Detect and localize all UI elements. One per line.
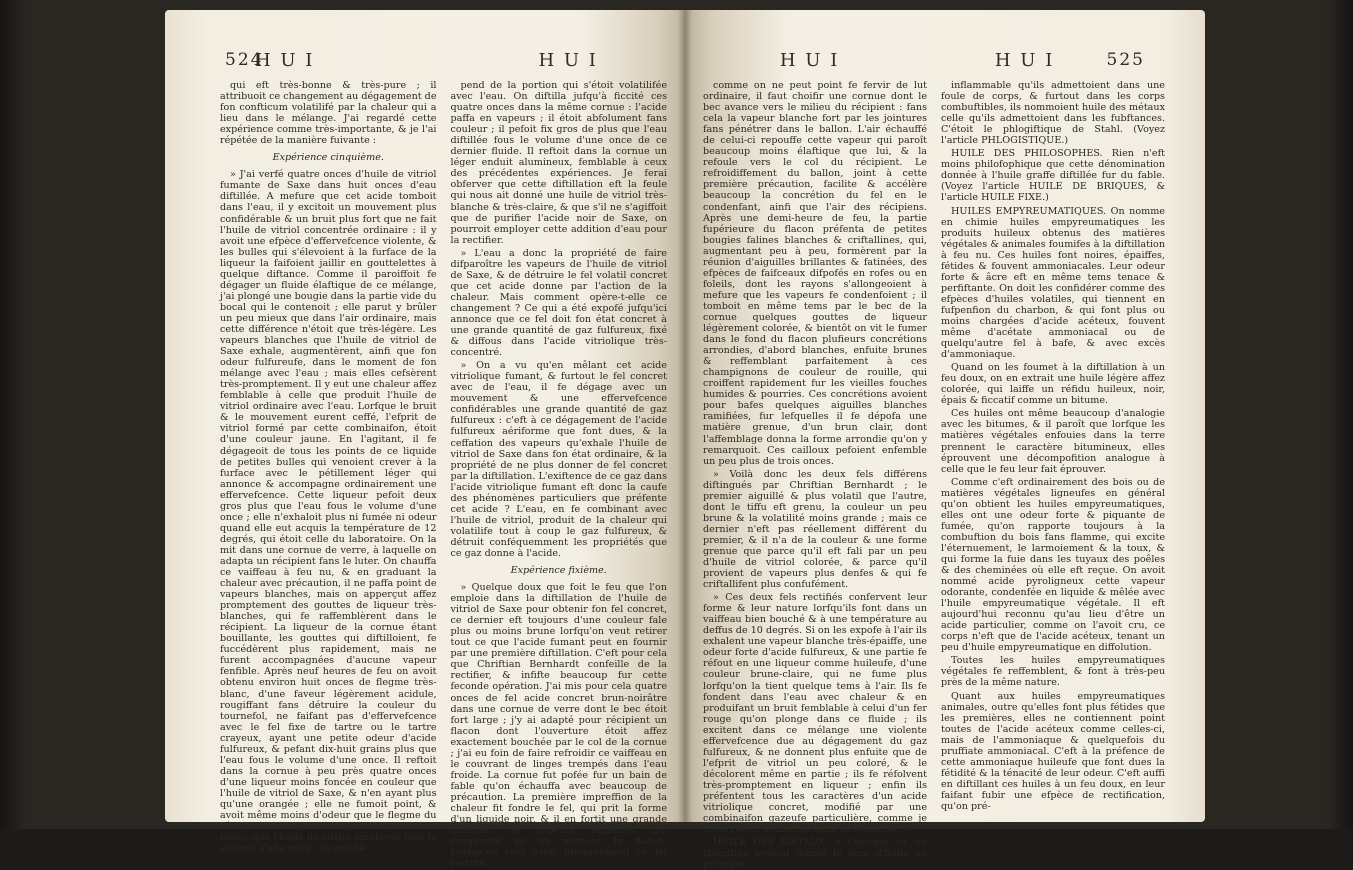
right-column-2 — [941, 80, 1165, 812]
entry-heading-paragraph: HUILE DES PHILOSOPHES. Rien n'eft moins philofophique que cette dénomination donnée à l'huile graffe diftillée fur du fable. (Voyez l'article HUILE DE BRIQUES, & l'article HUILE FIXE.) — [941, 148, 1165, 204]
paragraph: inflammable qu'ils admettoient dans une foule de corps, & furtout dans les corps combuftibles, ils nommoient huile des métaux celle qu'ils admettoient dans les fubftances. C'étoit le phlogiftique de Stahl. (Voyez l'article PHLOGISTIQUE.) — [941, 80, 1165, 147]
left-page — [165, 10, 685, 870]
right-page-number: 525 — [1106, 50, 1145, 70]
right-head-title-1: H U I — [779, 50, 840, 71]
paragraph: » J'ai verfé quatre onces d'huile de vitriol fumante de Saxe dans huit onces d'eau diftillée. A mefure que cet acide tomboit dans l'eau, il y excitoit un mouvement plus confidérable & un bruit plus fort que ne fait l'huile de vitriol concentrée ordinaire : il y avoit une efpèce d'effervefcence violente, & les bulles qui s'élevoient à la furface de la liqueur la faifoient jaillir en gouttelettes à quelque diftance. Comme il paroiffoit fe dégager un fluide élaftique de ce mélange, j'ai plongé une bougie dans la partie vide du bocal qui le contenoit ; elle parut y brûler un peu mieux que dans l'air ordinaire, mais cette différence n'étoit que très-légère. Les vapeurs blanches que l'huile de vitriol de Saxe exhale, augmentèrent, ainfi que fon odeur fulfureufe, dans le moment de fon mélange avec l'eau ; mais elles cefsèrent très-promptement. Il y eut une chaleur affez femblable à celle que produit l'huile de vitriol ordinaire avec l'eau. Lorfque le bruit & le mouvement eurent ceffé, l'efprit de vitriol formé par cette combinaifon, étoit d'une couleur jaune. En l'agitant, il fe dégageoit de tous les points de ce liquide de petites bulles qui venoient crever à la furface avec le pétillement léger qui annonce & accompagne ordinairement une effervefcence. Cette liqueur pefoit deux gros plus que l'eau fous le volume d'une once ; elle n'exhaloit plus ni fumée ni odeur quand elle eut acquis la température de 12 degrés, qui étoit celle du laboratoire. On la mit dans une cornue de verre, à laquelle on adapta un récipient fans le luter. On chauffa ce vaiffeau à feu nu, & en graduant la chaleur avec précaution, il ne paffa point de vapeurs blanches, mais on apperçut affez promptement des gouttes de liqueur très-blanches, qui fe raffemblèrent dans le récipient. La liqueur de la cornue étant bouillante, les gouttes qui diftilloient, fe fuccédèrent plus rapidement, mais ne furent accompagnées d'aucune vapeur fenfible. Après neuf heures de feu on avoit obtenu environ huit onces de flegme très-blanc, d'une faveur légèrement acidule, rougiffant fans détruire la couleur du tournefol, ne faifant pas d'effervefcence avec le fel fixe de tartre ou le tartre crayeux, ayant une petite odeur d'acide fulfureux, & pefant dix-huit grains plus que l'eau fous le volume d'une once. Il reftoit dans la cornue à peu près quatre onces d'une liqueur moins foncée en couleur que l'huile de vitriol de Saxe, & n'en ayant plus qu'une orangée ; elle ne fumoit point, & avoit même moins d'odeur que le flegme du récipient ; elle pefoit vingt-deux grains de moins que l'huile de vitriol employée fous le volume d'une once ; ce qui dé- — [220, 169, 437, 855]
paragraph: » Voilà donc les deux fels différens diftingués par Chriftian Bernhardt ; le premier aiguillé & plus volatil que l'autre, dont le tiffu eft grenu, la couleur un peu brune & la volatilité moins grande ; mais ce dernier n'eft pas réellement différent du premier, & il n'a de la couleur & une forme grenue que parce qu'il eft fali par un peu d'huile de vitriol colorée, & parce qu'il provient de vapeurs plus denfes & qui fe criftallifent plus confufément. — [703, 468, 927, 591]
entry-heading-paragraph: HUILE DES MÉTAUX. A l'époque où les chimiftes avoient donné le nom d'huile au principe — [703, 837, 927, 870]
paragraph: qui eft très-bonne & très-pure ; il attribuoit ce changement au dégagement de fon confticum volatilifé par la chaleur qui a lieu dans le mélange. J'ai regardé cette expérience comme très-importante, & je l'ai répétée de la manière fuivante : — [220, 80, 437, 147]
paragraph: Quand on les foumet à la diftillation à un feu doux, on en extrait une huile légère affez colorée, qui laiffe un réfidu huileux, noir, épais & ficcatif comme un bitume. — [941, 362, 1165, 407]
paragraph: pend de la portion qui s'étoit volatilifée avec l'eau. On diftilla jufqu'à ficcité ces quatre onces dans la même cornue : l'acide paffa en vapeurs ; il étoit abfolument fans couleur ; il pefoit fix gros de plus que l'eau diftillée fous le volume d'une once de ce dernier fluide. Il reftoit dans la cornue un léger enduit alumineux, femblable à ceux des précédentes expériences. Je ferai obferver que cette diftillation eft la feule qui nous ait donné une huile de vitriol très-blanche & très-claire, & que s'il ne s'agiffoit que de purifier l'acide noir de Saxe, on pourroit employer cette addition d'eau pour la rectifier. — [450, 80, 667, 246]
paragraph: Comme c'eft ordinairement des bois ou de matières végétales ligneufes en général qu'on obtient les huiles empyreumatiques, elles ont une odeur forte & piquante de fumée, qu'on rapporte toujours à la combuftion du bois fans flamme, qui excite l'éternuement, le larmoiement & la toux, & qui forme la fuie dans les tuyaux des poêles & des cheminées où elle eft reçue. On avoit nommé acide pyroligneux cette vapeur odorante, condenfée en liquide & mêlée avec l'huile empyreumatique végétale. Il eft aujourd'hui reconnu qu'au lieu d'être un acide particulier, comme on l'avoit cru, ce corps n'eft que de l'acide acéteux, tenant un peu d'huile empyreumatique en diffolution. — [941, 476, 1165, 654]
paragraph: Quant aux huiles empyreumatiques animales, outre qu'elles font plus fétides que les premières, elles ne contiennent point toutes de l'acide acéteux comme celles-ci, mais de l'ammoniaque & quelquefois du pruffiate ammoniacal. C'eft à la préfence de cette ammoniaque huileufe que font dues la fétidité & la ténacité de leur odeur. C'eft auffi en diftillant ces huiles à un feu doux, en leur faifant fubir une efpèce de rectification, qu'on pré- — [941, 690, 1165, 812]
paragraph: Toutes les huiles empyreumatiques végétales fe reffemblent, & font à très-peu près de la même nature. — [941, 655, 1165, 689]
section-heading: Expérience cinquième. — [272, 152, 384, 164]
paragraph: » Quelque doux que foit le feu que l'on emploie dans la diftillation de l'huile de vitriol de Saxe pour obtenir fon fel concret, ce dernier eft toujours d'une couleur fale plus ou moins brune lorfqu'on veut retirer tout ce que l'acide fumant peut en fournir par une première diftillation. C'eft pour cela que Chriftian Bernhardt confeille de la rectifier, & infifte beaucoup fur cette feconde opération. J'ai mis pour cela quatre onces de fel acide concret brun-noirâtre dans une cornue de verre dont le bec étoit fort large ; j'y ai adapté pour récipient un flacon dont l'ouverture étoit affez exactement bouchée par le col de la cornue ; j'ai eu foin de faire refroidir ce vaiffeau en le couvrant de linges trempés dans l'eau froide. La cornue fut pofée fur un bain de fable qu'on échauffa avec beaucoup de précaution. La première impreffion de la chaleur fit fondre le fel, qui prit la forme d'un liquide noir, & il en fortit une grande quantité de vapeurs blanches qui remplirent en un moment le flacon. Lorfqu'on veut avoir promptement ce fel rectifié, — [450, 582, 667, 870]
left-columns — [220, 80, 667, 870]
right-columns — [703, 80, 1165, 870]
section-heading: Expérience fixième. — [510, 565, 607, 577]
paragraph: Ces huiles ont même beaucoup d'analogie avec les bitumes, & il paroît que lorfque les matières végétales enfouies dans la terre prennent le caractère bitumineux, elles éprouvent une décompofition analogue à celle que le feu leur fait éprouver. — [941, 408, 1165, 475]
paragraph: » L'eau a donc la propriété de faire difparoître les vapeurs de l'huile de vitriol de Saxe, & de détruire le fel volatil concret que cet acide donne par l'action de la chaleur. Mais comment opère-t-elle ce changement ? Ce qui a été expofé jufqu'ici annonce que ce fel doit fon état concret à une grande quantité de gaz fulfureux, fixé & diffous dans l'acide vitriolique très-concentré. — [450, 247, 667, 359]
left-page-number: 524 — [225, 50, 264, 70]
left-head-title-1: H U I — [255, 50, 315, 71]
left-column-1 — [220, 80, 437, 855]
left-column-2 — [450, 80, 668, 870]
paragraph: » On a vu qu'en mêlant cet acide vitriolique fumant, & furtout le fel concret avec de l'eau, il fe dégage avec un mouvement & une effervefcence confidérables une grande quantité de gaz fulfureux : c'eft à ce dégagement de l'acide fulfureux aériforme que font dues, & la ceffation des vapeurs qu'exhale l'huile de vitriol de Saxe dans fon état ordinaire, & la propriété de ne plus donner de fel concret par la diftillation. L'exiftence de ce gaz dans l'acide vitriolique fumant eft donc la caufe des phénomènes particuliers que préfente cet acide ? L'eau, en fe combinant avec l'huile de vitriol, produit de la chaleur qui volatilife tout à coup le gaz fulfureux, & détruit conféquemment les propriétés que ce gaz donne à l'acide. — [450, 360, 667, 559]
right-page — [685, 10, 1205, 870]
right-head-title-2: H U I — [994, 50, 1055, 71]
entry-heading-paragraph: HUILES EMPYREUMATIQUES. On nomme en chimie huiles empyreumatiques les produits huileux obtenus des matières végétales & animales foumifes à la diftillation à feu nu. Ces huiles font noires, épaiffes, fétides & fouvent ammoniacales. Leur odeur forte & âcre eft en même tems tenace & perfiftante. On doit les confidérer comme des efpèces d'huiles volatiles, qui tiennent en fufpenfion du charbon, & qui font plus ou moins chargées d'acide acéteux, fouvent même d'acétate ammoniacal ou de quelqu'autre fel à bafe, & avec excès d'ammoniaque. — [941, 205, 1165, 361]
paragraph: comme on ne peut point fe fervir de lut ordinaire, il faut choifir une cornue dont le bec avance vers le milieu du récipient : fans cela la vapeur blanche fort par les jointures fans pénétrer dans le ballon. L'air échauffé de celui-ci repouffe cette vapeur qui paroît beaucoup moins élaftique que lui, & la refoule vers le col du récipient. Le refroidiffement du ballon, joint à cette première précaution, facilite & accélère beaucoup la concrétion du fel en le condenfant, ainfi que l'air des récipiens. Après une demi-heure de feu, la partie fupérieure du flacon préfenta de petites bougies falines blanches & criftallines, qui, augmentant peu à peu, formèrent par la réunion d'aiguilles brillantes & fatinées, des efpèces de faifceaux difpofés en rofes ou en foleils, dont les rayons s'allongeoient à mefure que les vapeurs fe condenfoient ; il tomboit en même tems par le bec de la cornue quelques gouttes de liqueur légèrement colorée, & bientôt on vit le fumer dans le fond du flacon plufieurs concrétions arrondies, d'abord blanches, enfuite brunes & reffemblant parfaitement à ces champignons de couleur de rouille, qui croiffent rapidement fur les vieilles fouches humides & pourries. Ces concrétions avoient pour bafes quelques aiguilles blanches ramifiées, fur lefquelles il fe dépofa une matière grenue, d'un brun clair, dont l'affemblage donna la forme arrondie qu'on y remarquoit. Ces cailloux pefoient enfemble un peu plus de trois onces. — [703, 80, 927, 467]
right-column-1 — [703, 80, 927, 870]
left-head-title-2: H U I — [538, 50, 598, 71]
paragraph: » Ces deux fels rectifiés confervent leur forme & leur nature lorfqu'ils font dans un vaiffeau bien bouché & à une température au deffus de 10 degrés. Si on les expofe à l'air ils exhalent une vapeur blanche très-épaiffe, une odeur forte d'acide fulfureux, & une partie fe réfout en une liqueur comme huileufe, d'une couleur brune-claire, qui ne fume plus lorfqu'on la tient quelque tems à l'air. Ils fe fondent dans l'eau avec chaleur & en produifant un bruit femblable à celui d'un fer rouge qu'on plonge dans ce fluide ; ils excitent dans ce mélange une violente effervefcence due au dégagement du gaz fulfureux, & ne donnent plus enfuite que de l'efprit de vitriol un peu coloré, & le décolorent même en partie ; ils fe réfolvent très-promptement en liqueur ; enfin ils préfentent tous les caractères d'un acide vitriolique concret, modifié par une combinaifon gazeufe particulière, comme je crois l'avoir démontré dans ce Mémoire. » — [703, 592, 927, 836]
